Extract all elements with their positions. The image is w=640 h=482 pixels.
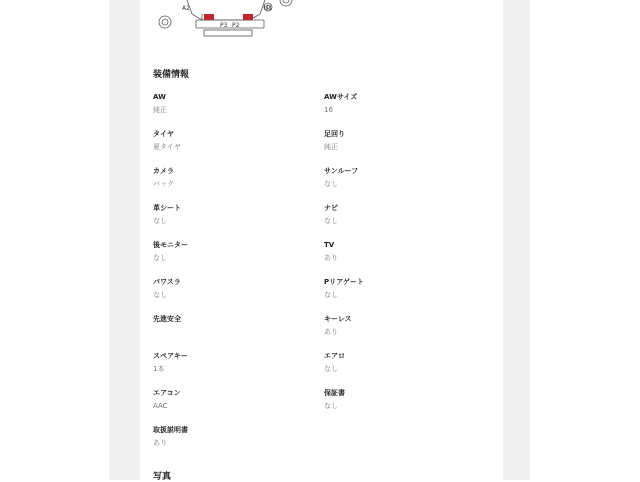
car-body-outline (187, 0, 265, 20)
spec-label: 先進安全 (153, 315, 181, 323)
spec-row (153, 241, 493, 278)
spec-row (153, 426, 493, 463)
spec-item (153, 241, 313, 263)
spec-label: パワスラ (153, 278, 181, 286)
spec-row (153, 352, 493, 389)
spec-value: AAC (153, 402, 168, 410)
spec-label: サンルーフ (324, 167, 359, 175)
spec-item (324, 315, 484, 337)
spec-value: なし (324, 180, 338, 188)
spec-value: 純正 (324, 143, 338, 151)
spec-value: なし (324, 217, 338, 225)
spec-item (153, 167, 313, 189)
spec-item (153, 130, 313, 152)
spec-value: バック (153, 180, 174, 188)
label-p2: P2 (232, 22, 240, 29)
spec-item (153, 426, 313, 448)
equipment-spec-list (153, 93, 493, 463)
spec-value: なし (324, 291, 338, 299)
spec-value: なし (153, 217, 167, 225)
spec-value: なし (324, 402, 338, 410)
spec-label: TV (324, 241, 335, 249)
spec-item (324, 352, 484, 374)
spec-label: スペアキー (153, 352, 188, 360)
spec-value: なし (324, 365, 338, 373)
spec-value: なし (153, 254, 167, 262)
spec-label: 足回り (324, 130, 345, 138)
spec-label: 革シート (153, 204, 181, 212)
left-wheel-icon (159, 16, 171, 28)
spec-item (324, 204, 484, 226)
spec-value: 16 (324, 106, 333, 114)
spec-label: 取扱説明書 (153, 426, 188, 434)
spec-label: AWサイズ (324, 93, 358, 101)
spec-item (153, 315, 313, 328)
spec-value: あり (324, 254, 338, 262)
spec-label: エアコン (153, 389, 181, 397)
spec-label: キーレス (324, 315, 352, 323)
spec-value: 夏タイヤ (153, 143, 181, 151)
spec-label: タイヤ (153, 130, 174, 138)
spec-row (153, 167, 493, 204)
spec-row (153, 130, 493, 167)
spec-row (153, 93, 493, 130)
spec-label: 保証書 (324, 389, 345, 397)
spec-label: カメラ (153, 167, 174, 175)
rear-bumper (196, 20, 264, 28)
spec-item (153, 352, 313, 374)
spec-value: 1本 (153, 365, 165, 373)
spec-label: Pリアゲート (324, 278, 364, 286)
car-condition-diagram (150, 0, 300, 40)
spec-item (324, 278, 484, 300)
spec-item (324, 167, 484, 189)
spec-row (153, 204, 493, 241)
label-a2: A2 (182, 5, 190, 12)
spec-item (324, 93, 484, 115)
spec-item (324, 389, 484, 411)
label-p3: P3 (220, 22, 228, 29)
equipment-section-title: 装備情報 (153, 70, 190, 80)
spec-value: あり (153, 439, 167, 447)
spec-label: 後モニター (153, 241, 188, 249)
spec-row (153, 389, 493, 426)
spec-item (153, 93, 313, 115)
spec-label: ナビ (324, 204, 338, 212)
spec-value: 純正 (153, 106, 167, 114)
damage-marker-p3 (204, 14, 214, 20)
spec-row (153, 315, 493, 352)
spec-row (153, 278, 493, 315)
rear-skirt (204, 30, 252, 36)
damage-marker-p2 (243, 14, 253, 20)
spec-value: なし (153, 291, 167, 299)
spec-item (153, 389, 313, 411)
spec-item (324, 130, 484, 152)
spec-label: AW (153, 93, 166, 101)
photos-section-title: 写真 (153, 472, 172, 482)
label-u1: U1 (264, 5, 273, 12)
spec-label: エアロ (324, 352, 345, 360)
spec-item (153, 204, 313, 226)
spec-item (153, 278, 313, 300)
spec-item (324, 241, 484, 263)
spec-value: あり (324, 328, 338, 336)
